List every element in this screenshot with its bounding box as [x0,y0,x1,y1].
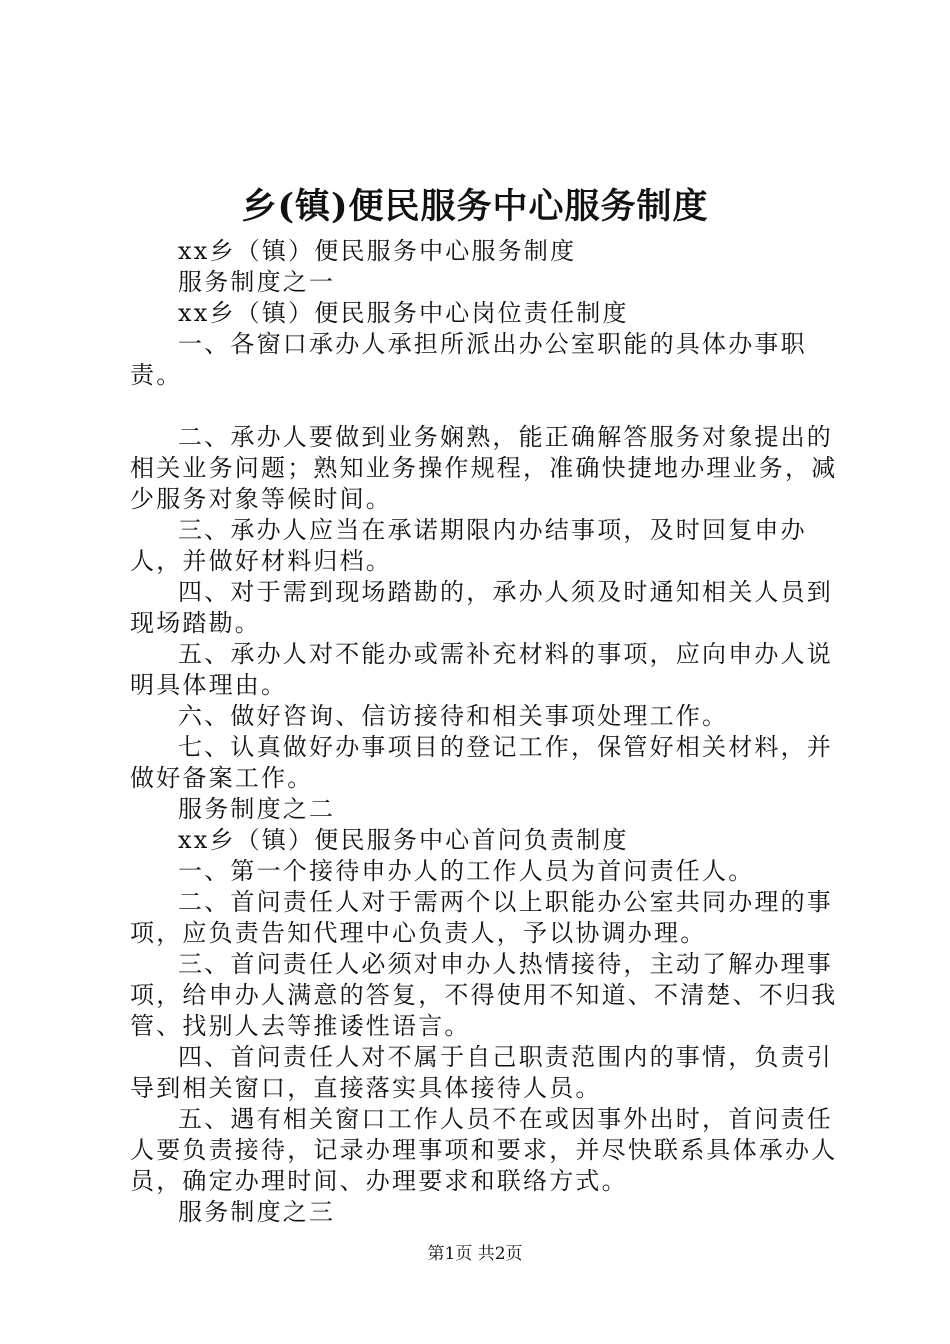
paragraph-subheading: xx乡（镇）便民服务中心首问负责制度 [178,826,629,854]
paragraph-section-label: 服务制度之三 [178,1198,336,1226]
page-number-footer: 第1页 共2页 [427,1244,523,1264]
paragraph-item: 一、第一个接待申办人的工作人员为首问责任人。 [178,857,755,885]
paragraph-item: 五、遇有相关窗口工作人员不在或因事外出时，首问责任人要负责接待，记录办理事项和要求，并尽快联系具体承办人员，确定办理时间、办理要求和联络方式。 [130,1105,838,1195]
paragraph-item: 四、首问责任人对不属于自己职责范围内的事情，负责引导到相关窗口，直接落实具体接待人员。 [130,1043,833,1102]
paragraph-subheading: xx乡（镇）便民服务中心岗位责任制度 [178,299,629,327]
paragraph-item: 二、首问责任人对于需两个以上职能办公室共同办理的事项，应负责告知代理中心负责人，予以协调办理。 [130,888,833,947]
paragraph-heading: xx乡（镇）便民服务中心服务制度 [178,237,577,265]
paragraph-item: 七、认真做好办事项目的登记工作，保管好相关材料，并做好备案工作。 [130,733,833,792]
document-title: 乡(镇)便民服务中心服务制度 [241,186,709,227]
paragraph-item: 一、各窗口承办人承担所派出办公室职能的具体办事职责。 [130,330,807,389]
document-body [130,236,842,1228]
paragraph-item: 三、首问责任人必须对申办人热情接待，主动了解办理事项，给申办人满意的答复，不得使用不知道、不清楚、不归我管、找别人去等推诿性语言。 [130,950,838,1040]
paragraph-item: 四、对于需到现场踏勘的，承办人须及时通知相关人员到现场踏勘。 [130,578,833,637]
paragraph-item: 二、承办人要做到业务娴熟，能正确解答服务对象提出的相关业务问题；熟知业务操作规程，准确快捷地办理业务，减少服务对象等候时间。 [130,423,838,513]
paragraph-section-label: 服务制度之二 [178,795,336,823]
paragraph-item: 五、承办人对不能办或需补充材料的事项，应向申办人说明具体理由。 [130,640,833,699]
paragraph-item: 三、承办人应当在承诺期限内办结事项，及时回复申办人，并做好材料归档。 [130,516,807,575]
paragraph-item: 六、做好咨询、信访接待和相关事项处理工作。 [178,702,729,730]
paragraph-section-label: 服务制度之一 [178,268,336,296]
